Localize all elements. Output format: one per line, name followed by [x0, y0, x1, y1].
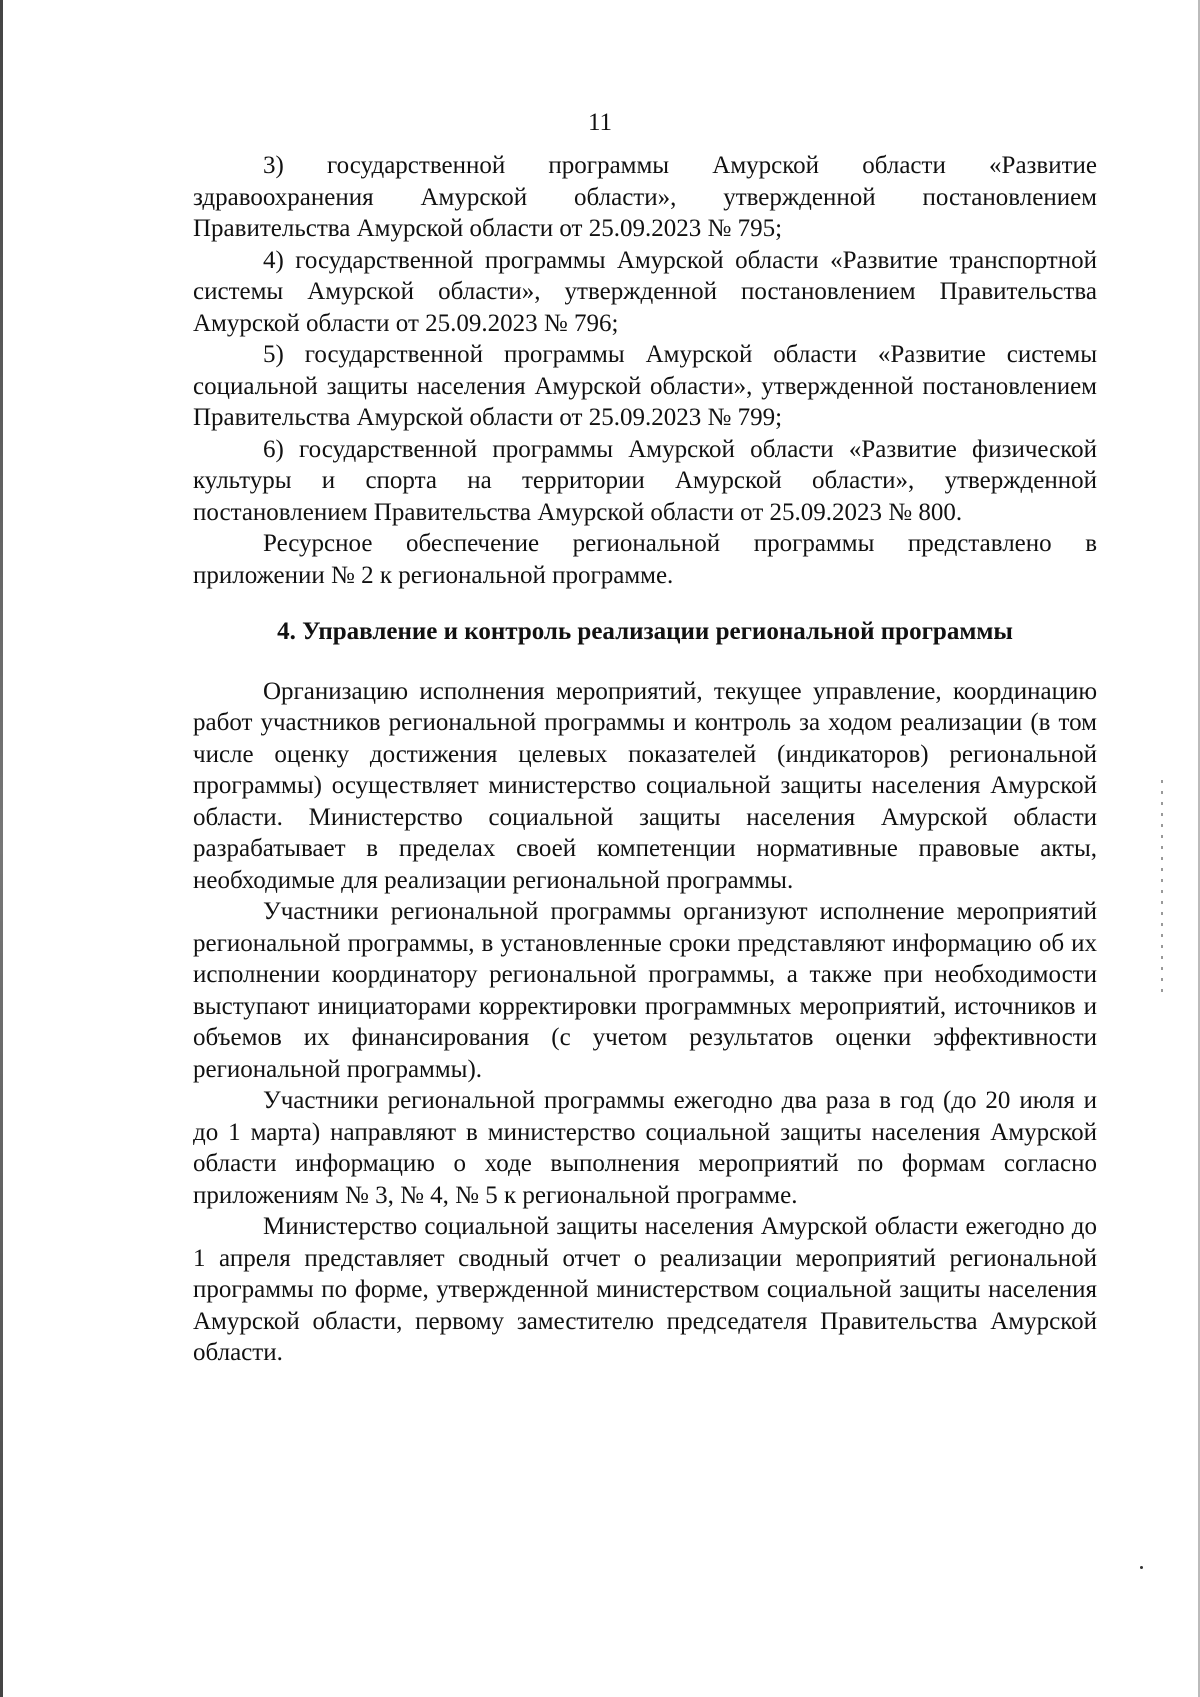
- list-item-program-5: 5) государственной программы Амурской области «Развитие системы социальной защиты населения Амурской области», утвержденной постановлением Правительства Амурской области от 25.09.2023 № 799;: [193, 341, 1097, 431]
- list-item-program-3: 3) государственной программы Амурской области «Развитие здравоохранения Амурской области», утвержденной постановлением Правительства Амурской области от 25.09.2023 № 795;: [193, 152, 1097, 242]
- resource-paragraph: Ресурсное обеспечение региональной программы представлено в приложении № 2 к региональной программе.: [193, 530, 1097, 589]
- section-heading: 4. Управление и контроль реализации региональной программы: [277, 618, 1013, 645]
- document-body: [193, 150, 1097, 1369]
- scan-margin-artifact: [1161, 780, 1163, 1000]
- body-paragraph: Участники региональной программы ежегодно два раза в год (до 20 июля и до 1 марта) направляют в министерство социальной защиты населения Амурской области информацию о ходе выполнения мероприятий по формам согласно приложениям № 3, № 4, № 5 к региональной программе.: [193, 1087, 1097, 1209]
- scan-edge-left: [0, 0, 3, 1697]
- scan-speck: [1140, 1566, 1143, 1569]
- list-item-program-6: 6) государственной программы Амурской области «Развитие физической культуры и спорта на территории Амурской области», утвержденной постановлением Правительства Амурской области от 25.09.2023 № 800.: [193, 435, 1097, 526]
- page-number: 11: [587, 109, 613, 136]
- list-item-program-4: 4) государственной программы Амурской области «Развитие транспортной системы Амурской области», утвержденной постановлением Правительства Амурской области от 25.09.2023 № 796;: [193, 246, 1097, 337]
- body-paragraph: Организацию исполнения мероприятий, текущее управление, координацию работ участников региональной программы и контроль за ходом реализации (в том числе оценку достижения целевых показателей (индикаторов) региональной программы) осуществляет министерство социальной защиты населения Амурской области. Министерство социальной защиты населения Амурской области разрабатывает в пределах своей компетенции нормативные правовые акты, необходимые для реализации региональной программы.: [193, 677, 1097, 894]
- body-paragraph: Участники региональной программы организуют исполнение мероприятий региональной программы, в установленные сроки представляют информацию об их исполнении координатору региональной программы, а также при необходимости выступают инициаторами корректировки программных мероприятий, источников и объемов их финансирования (с учетом результатов оценки эффективности региональной программы).: [193, 898, 1097, 1083]
- body-paragraph: Министерство социальной защиты населения Амурской области ежегодно до 1 апреля представляет сводный отчет о реализации мероприятий региональной программы по форме, утвержденной министерством социальной защиты населения Амурской области, первому заместителю председателя Правительства Амурской области.: [193, 1213, 1097, 1366]
